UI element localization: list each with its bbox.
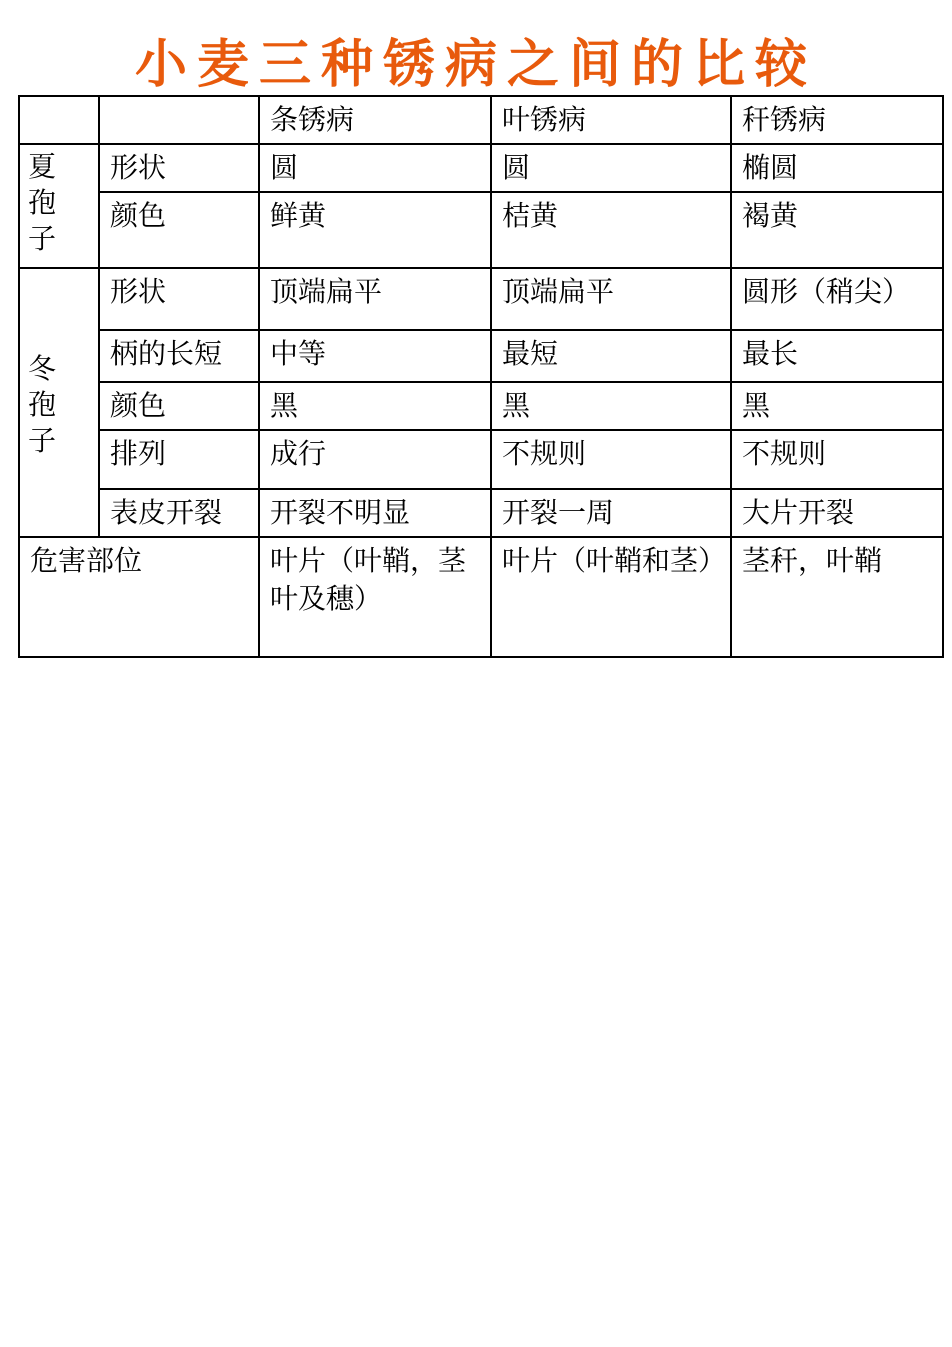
table-cell: 叶片（叶鞘和茎） [491, 537, 731, 657]
table-cell: 顶端扁平 [491, 268, 731, 330]
comparison-table [18, 95, 944, 658]
attribute-label: 形状 [99, 268, 259, 330]
table-cell: 褐黄 [731, 192, 943, 268]
table-row [19, 430, 943, 489]
table-row [19, 382, 943, 430]
table-cell: 大片开裂 [731, 489, 943, 537]
header-leaf-rust: 叶锈病 [491, 96, 731, 144]
table-cell: 不规则 [491, 430, 731, 489]
table-cell: 鲜黄 [259, 192, 491, 268]
table-cell: 桔黄 [491, 192, 731, 268]
table-header-row [19, 96, 943, 144]
table-cell: 圆 [491, 144, 731, 192]
attribute-label: 柄的长短 [99, 330, 259, 382]
table-row [19, 144, 943, 192]
header-stem-rust: 秆锈病 [731, 96, 943, 144]
attribute-label: 排列 [99, 430, 259, 489]
table-cell: 最短 [491, 330, 731, 382]
header-blank-cell [19, 96, 99, 144]
group-label-winter-spore [19, 268, 99, 537]
group-label-char: 夏 [28, 150, 57, 183]
table-cell: 黑 [731, 382, 943, 430]
group-label-char: 孢 [28, 186, 57, 219]
table-cell: 黑 [491, 382, 731, 430]
page-title: 小麦三种锈病之间的比较 [134, 35, 817, 95]
table-cell: 圆 [259, 144, 491, 192]
table-row [19, 268, 943, 330]
damage-site-label: 危害部位 [19, 537, 259, 657]
table-cell: 椭圆 [731, 144, 943, 192]
table-cell: 顶端扁平 [259, 268, 491, 330]
table-row [19, 489, 943, 537]
group-label-summer-spore [19, 144, 99, 268]
attribute-label: 形状 [99, 144, 259, 192]
group-label-char: 子 [28, 222, 57, 255]
table-row-damage-site [19, 537, 943, 657]
table-cell: 圆形（稍尖） [731, 268, 943, 330]
header-stripe-rust: 条锈病 [259, 96, 491, 144]
table-cell: 茎秆，叶鞘 [731, 537, 943, 657]
table-cell: 开裂不明显 [259, 489, 491, 537]
table-cell: 中等 [259, 330, 491, 382]
table-row [19, 330, 943, 382]
group-label-char: 冬 [28, 351, 57, 385]
table-row [19, 192, 943, 268]
table-cell: 不规则 [731, 430, 943, 489]
attribute-label: 颜色 [99, 382, 259, 430]
header-blank-cell [99, 96, 259, 144]
table-cell: 开裂一周 [491, 489, 731, 537]
attribute-label: 颜色 [99, 192, 259, 268]
group-label-char: 孢 [28, 387, 57, 421]
table-cell: 最长 [731, 330, 943, 382]
table-cell: 成行 [259, 430, 491, 489]
group-label-char: 子 [28, 423, 57, 457]
table-cell: 叶片（叶鞘，茎叶及穗） [259, 537, 491, 657]
attribute-label: 表皮开裂 [99, 489, 259, 537]
table-cell: 黑 [259, 382, 491, 430]
